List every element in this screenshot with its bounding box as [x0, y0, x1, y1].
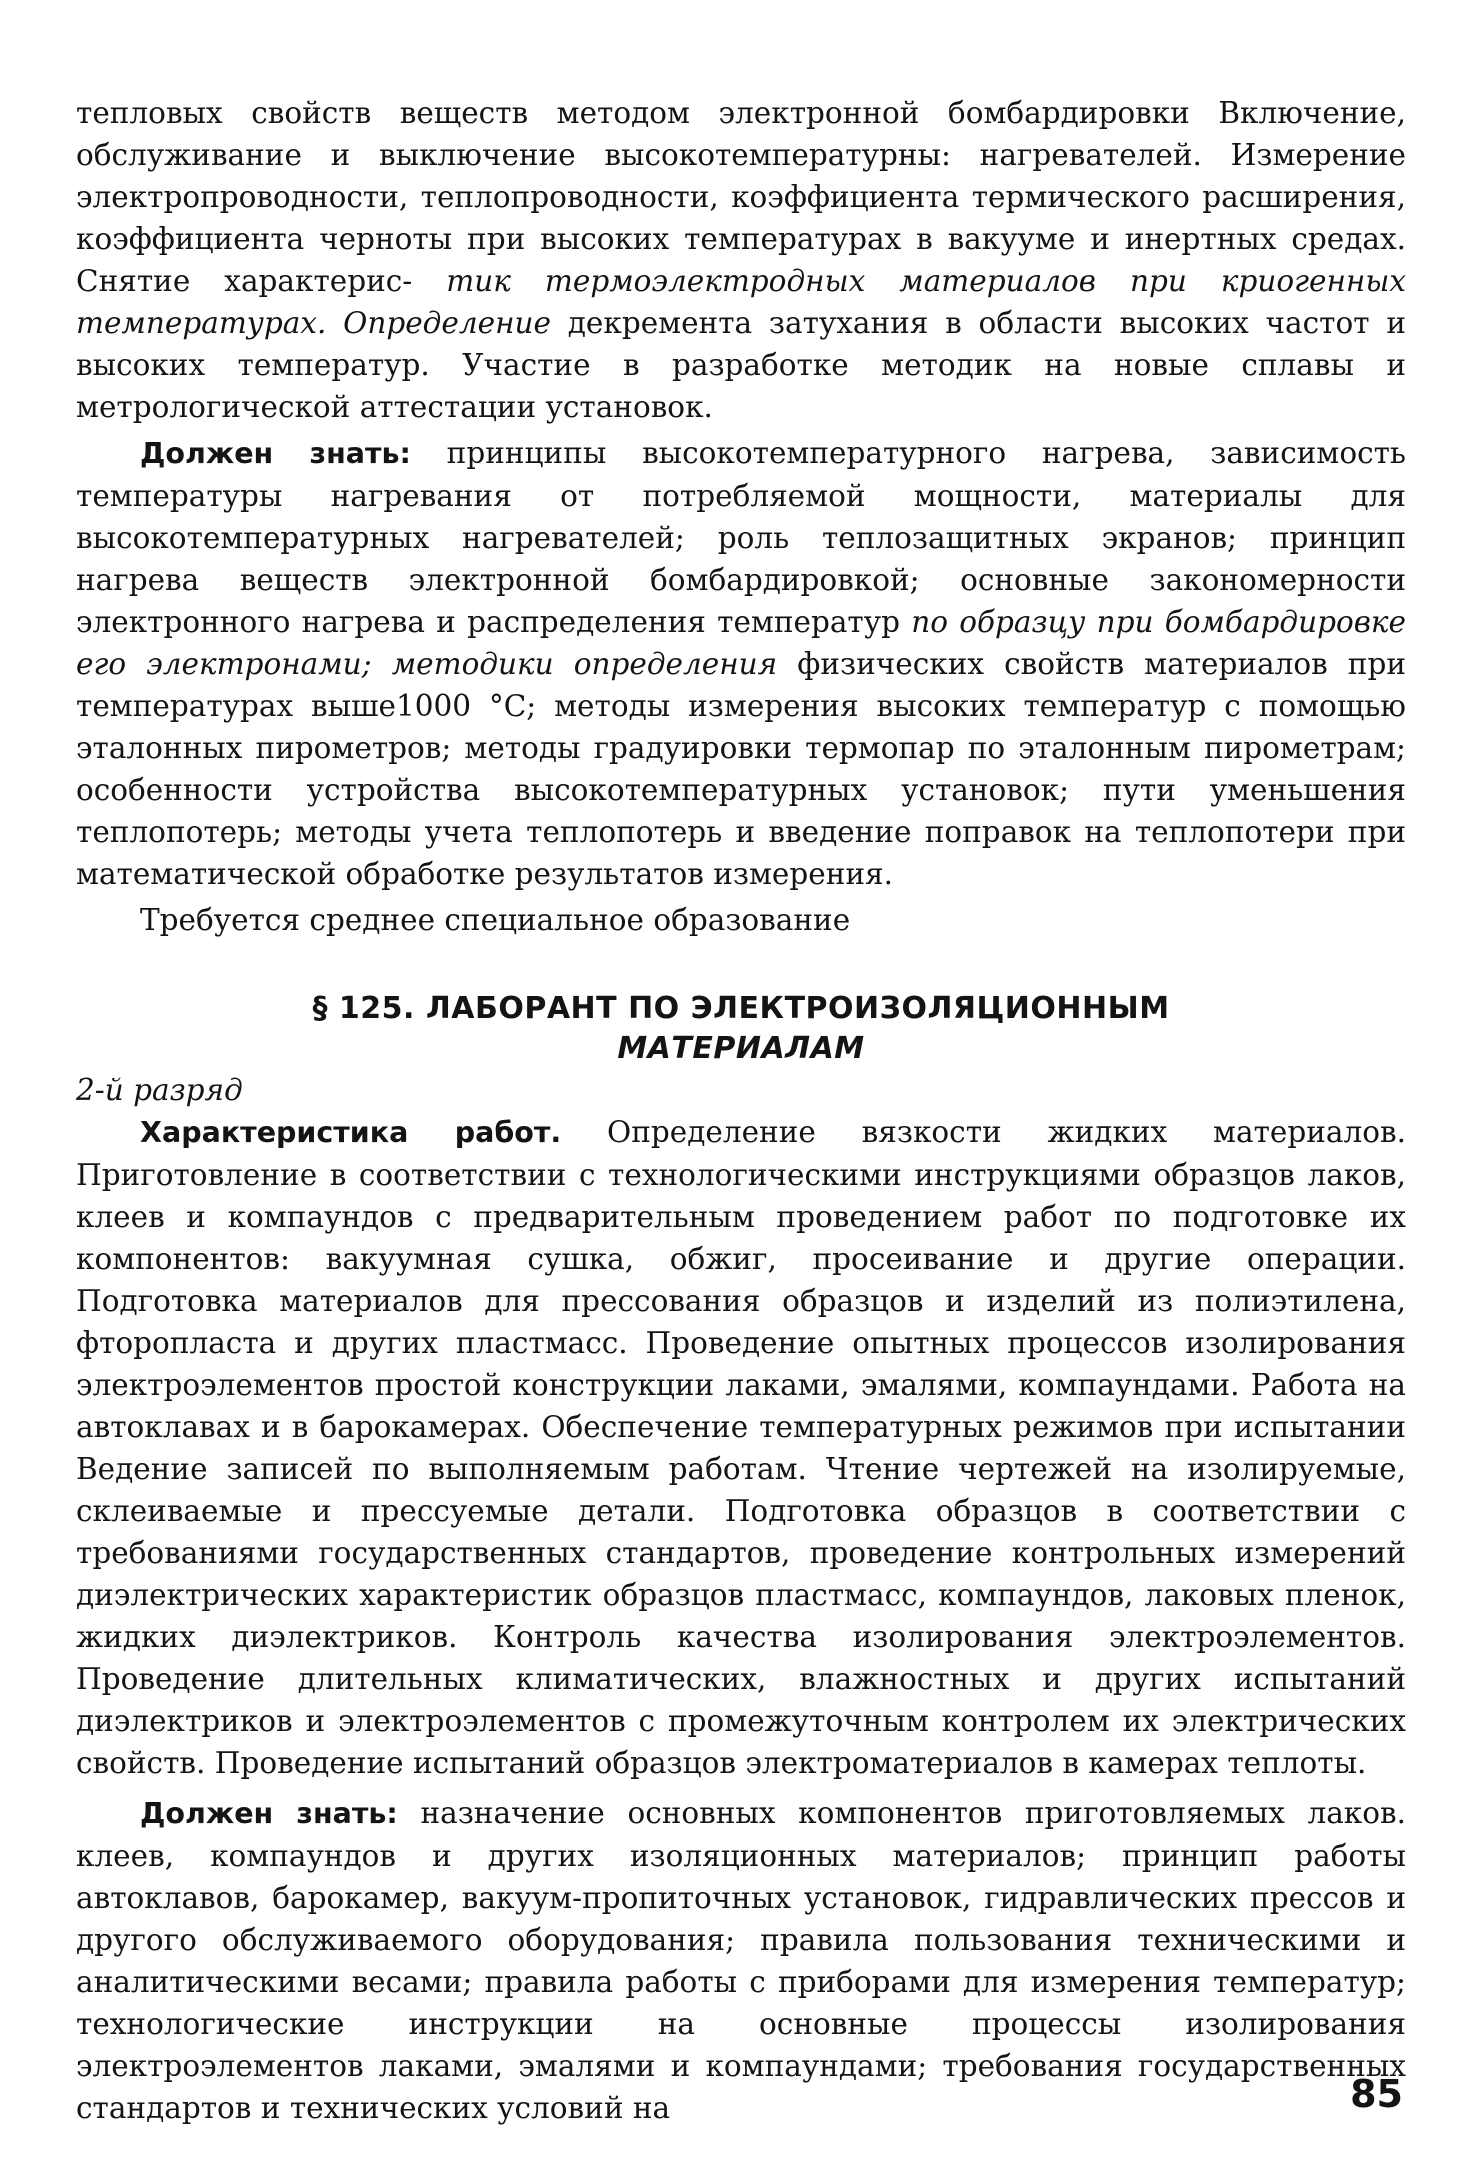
paragraph-continued: [76, 92, 1406, 428]
page-number: 85: [1350, 2072, 1403, 2116]
work-characteristics-label: Характеристика работ.: [140, 1116, 562, 1149]
knowledge-italic-text: по образцу при бомбардировке его электронами; методики определения: [76, 605, 1406, 681]
knowledge-label-2: Должен знать:: [140, 1797, 398, 1830]
section-heading-line2: МАТЕРИАЛАМ: [617, 1031, 865, 1066]
paragraph-text-rest: декремента затухания в области высоких частот и высоких температур. Участие в разработке методик на новые сплавы и метрологической аттестации установок.: [76, 306, 1407, 424]
paragraph-italic-text: тик термоэлектродных материалов при криогенных температурах. Определение: [76, 264, 1406, 340]
knowledge-text-2: назначение основных компонентов приготовляемых лаков. клеев, компаундов и других изоляционных материалов; принцип работы автоклавов, барокамер, вакуум-пропиточных установок, гидравлических прессов и другого обслуживаемого оборудования; правила пользования техническими и аналитическими весами; правила работы с приборами для измерения температур; технологические инструкции на основные процессы изолирования электроэлементов лаками, эмалями и компаундами; требования государственных стандартов и технических условий на: [76, 1796, 1406, 2125]
education-requirement: Требуется среднее специальное образование: [140, 903, 851, 937]
knowledge-paragraph: [76, 432, 1406, 895]
knowledge-text-rest: физических свойств материалов при температурах выше1000 °С; методы измерения высоких температур с помощью эталонных пирометров; методы градуировки термопар по эталонным пирометрам; особенности устройства высокотемпературных установок; пути уменьшения теплопотерь; методы учета теплопотерь и введение поправок на теплопотери при математической обработке результатов измерения.: [76, 647, 1406, 891]
section-heading: [76, 989, 1406, 1069]
grade-label: 2-й разряд: [76, 1073, 243, 1107]
knowledge-text: принципы высокотемпературного нагрева, зависимость температуры нагревания от потребляемой мощности, материалы для высокотемпературных нагревателей; роль теплозащитных экранов; принцип нагрева веществ электронной бомбардировкой; основные закономерности электронного нагрева и распределения температур: [76, 436, 1406, 639]
knowledge-paragraph-2: [76, 1792, 1406, 2129]
knowledge-label: Должен знать:: [140, 437, 411, 470]
document-page: [76, 92, 1406, 2129]
work-characteristics-text: Определение вязкости жидких материалов. Приготовление в соответствии с технологическими инструкциями образцов лаков, клеев и компаундов с предварительным проведением работ по подготовке их компонентов: вакуумная сушка, обжиг, просеивание и другие операции. Подготовка материалов для прессования образцов и изделий из полиэтилена, фторопласта и других пластмасс. Проведение опытных процессов изолирования электроэлементов простой конструкции лаками, эмалями, компаундами. Работа на автоклавах и в барокамерах. Обеспечение температурных режимов при испытании Ведение записей по выполняемым работам. Чтение чертежей на изолируемые, склеиваемые и прессуемые детали. Подготовка образцов в соответствии с требованиями государственных стандартов, проведение контрольных измерений диэлектрических характеристик образцов пластмасс, компаундов, лаковых пленок, жидких диэлектриков. Контроль качества изолирования электроэлементов. Проведение длительных климатических, влажностных и других испытаний диэлектриков и электроэлементов с промежуточным контролем их электрических свойств. Проведение испытаний образцов электроматериалов в камерах теплоты.: [76, 1115, 1406, 1780]
work-characteristics-paragraph: [76, 1111, 1406, 1784]
paragraph-text: тепловых свойств веществ методом электронной бомбардировки Включение, обслуживание и выключение высокотемпературны: нагревателей. Измерение электропроводности, теплопроводности, коэффициента термического расширения, коэффициента черноты при высоких температурах в вакууме и инертных средах. Снятие характерис-: [76, 96, 1406, 298]
section-heading-line1: § 125. ЛАБОРАНТ ПО ЭЛЕКТРОИЗОЛЯЦИОННЫМ: [312, 991, 1170, 1026]
